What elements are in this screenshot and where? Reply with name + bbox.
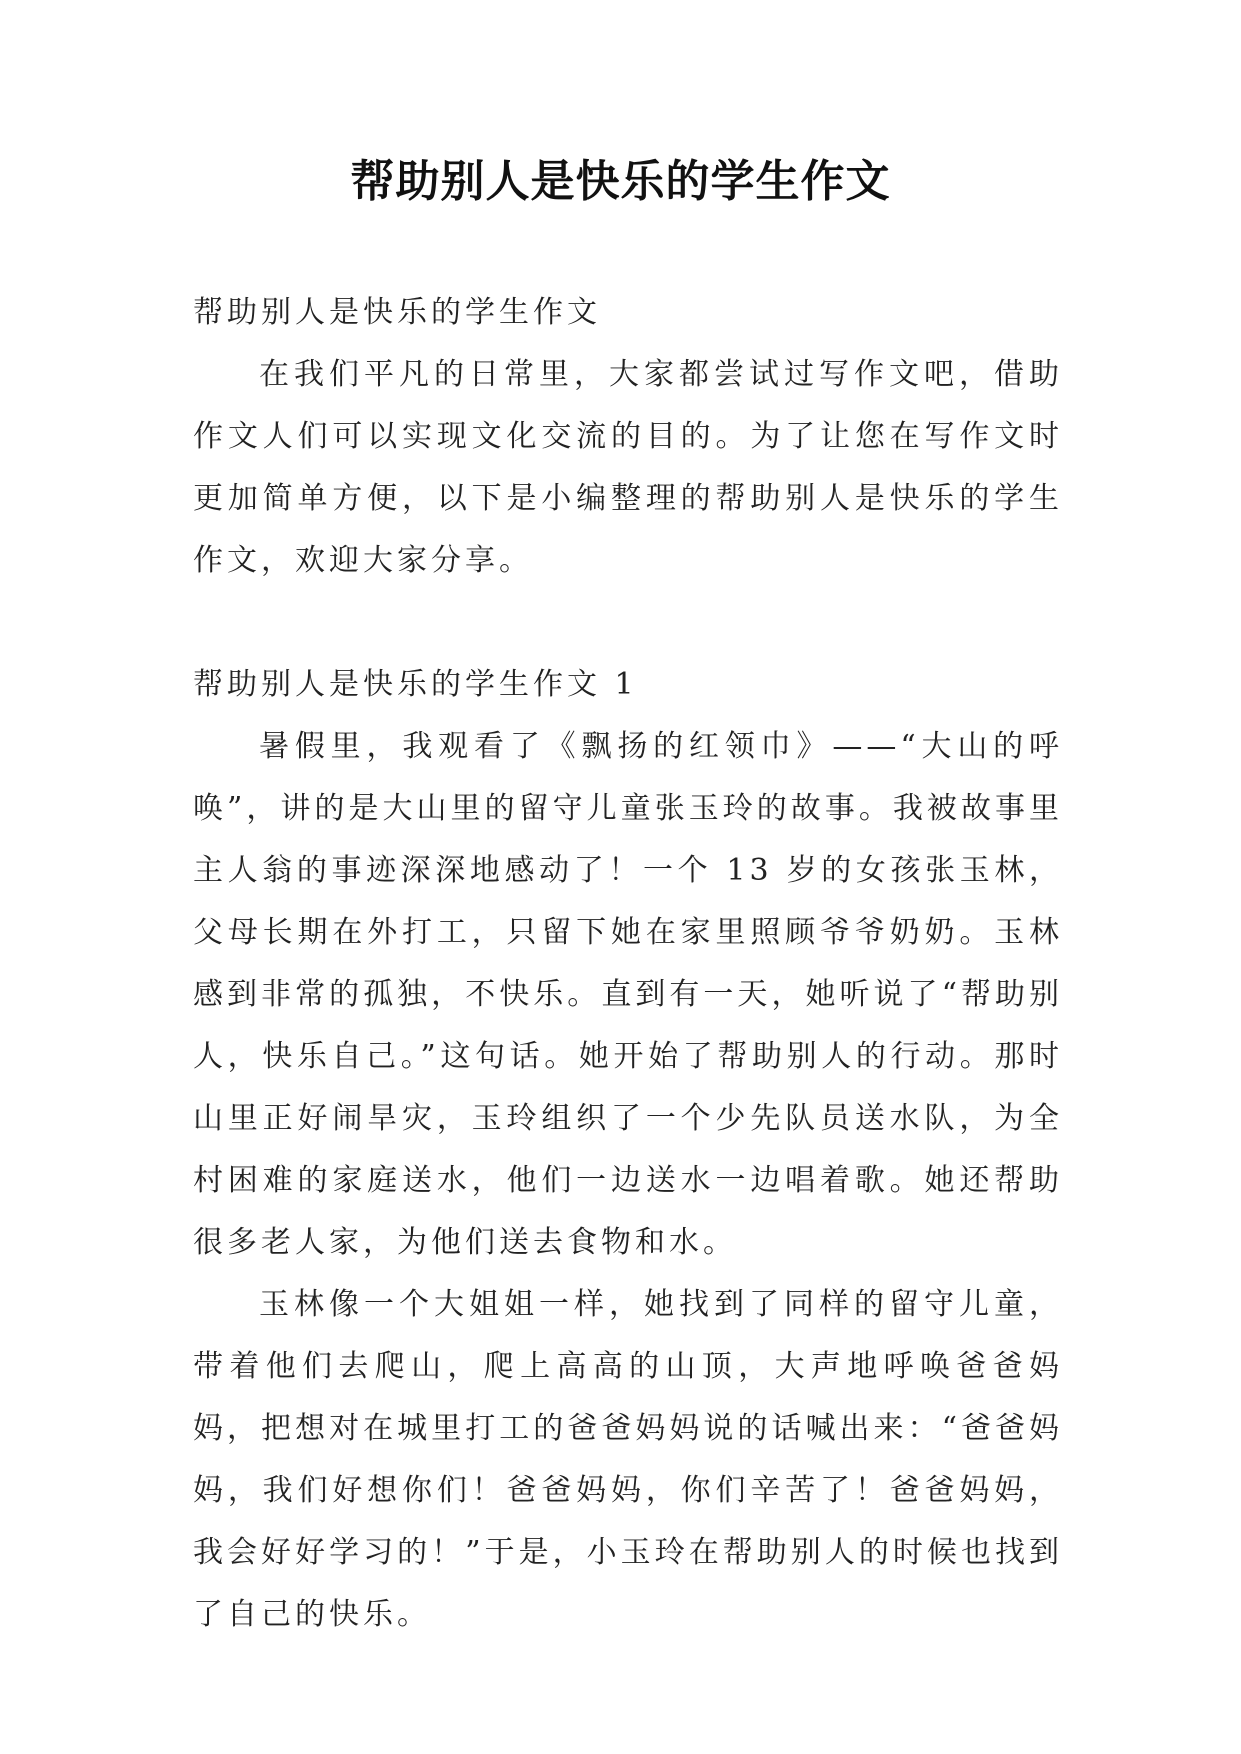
body-paragraph-1: 暑假里，我观看了《飘扬的红领巾》——“大山的呼唤”，讲的是大山里的留守儿童张玉玲的故事。我被故事里主人翁的事迹深深地感动了！一个 13 岁的女孩张玉林，父母长期在外打工，只留下她在家里照顾爷爷奶奶。玉林感到非常的孤独，不快乐。直到有一天，她听说了“帮助别人，快乐自己。”这句话。她开始了帮助别人的行动。那时山里正好闹旱灾，玉玲组织了一个少先队员送水队，为全村困难的家庭送水，他们一边送水一边唱着歌。她还帮助很多老人家，为他们送去食物和水。 (193, 729, 1063, 1260)
intro-heading: 帮助别人是快乐的学生作文 (193, 295, 601, 330)
intro-paragraph: 在我们平凡的日常里，大家都尝试过写作文吧，借助作文人们可以实现文化交流的目的。为了让您在写作文时更加简单方便，以下是小编整理的帮助别人是快乐的学生作文，欢迎大家分享。 (193, 357, 1063, 578)
document-title: 帮助别人是快乐的学生作文 (350, 156, 891, 207)
document-body (193, 282, 1063, 1646)
section-heading: 帮助别人是快乐的学生作文 1 (193, 667, 638, 702)
body-paragraph-2: 玉林像一个大姐姐一样，她找到了同样的留守儿童，带着他们去爬山，爬上高高的山顶，大声地呼唤爸爸妈妈，把想对在城里打工的爸爸妈妈说的话喊出来：“爸爸妈妈，我们好想你们！爸爸妈妈，你们辛苦了！爸爸妈妈，我会好好学习的！”于是，小玉玲在帮助别人的时候也找到了自己的快乐。 (193, 1287, 1063, 1632)
section-spacer (193, 592, 1063, 654)
